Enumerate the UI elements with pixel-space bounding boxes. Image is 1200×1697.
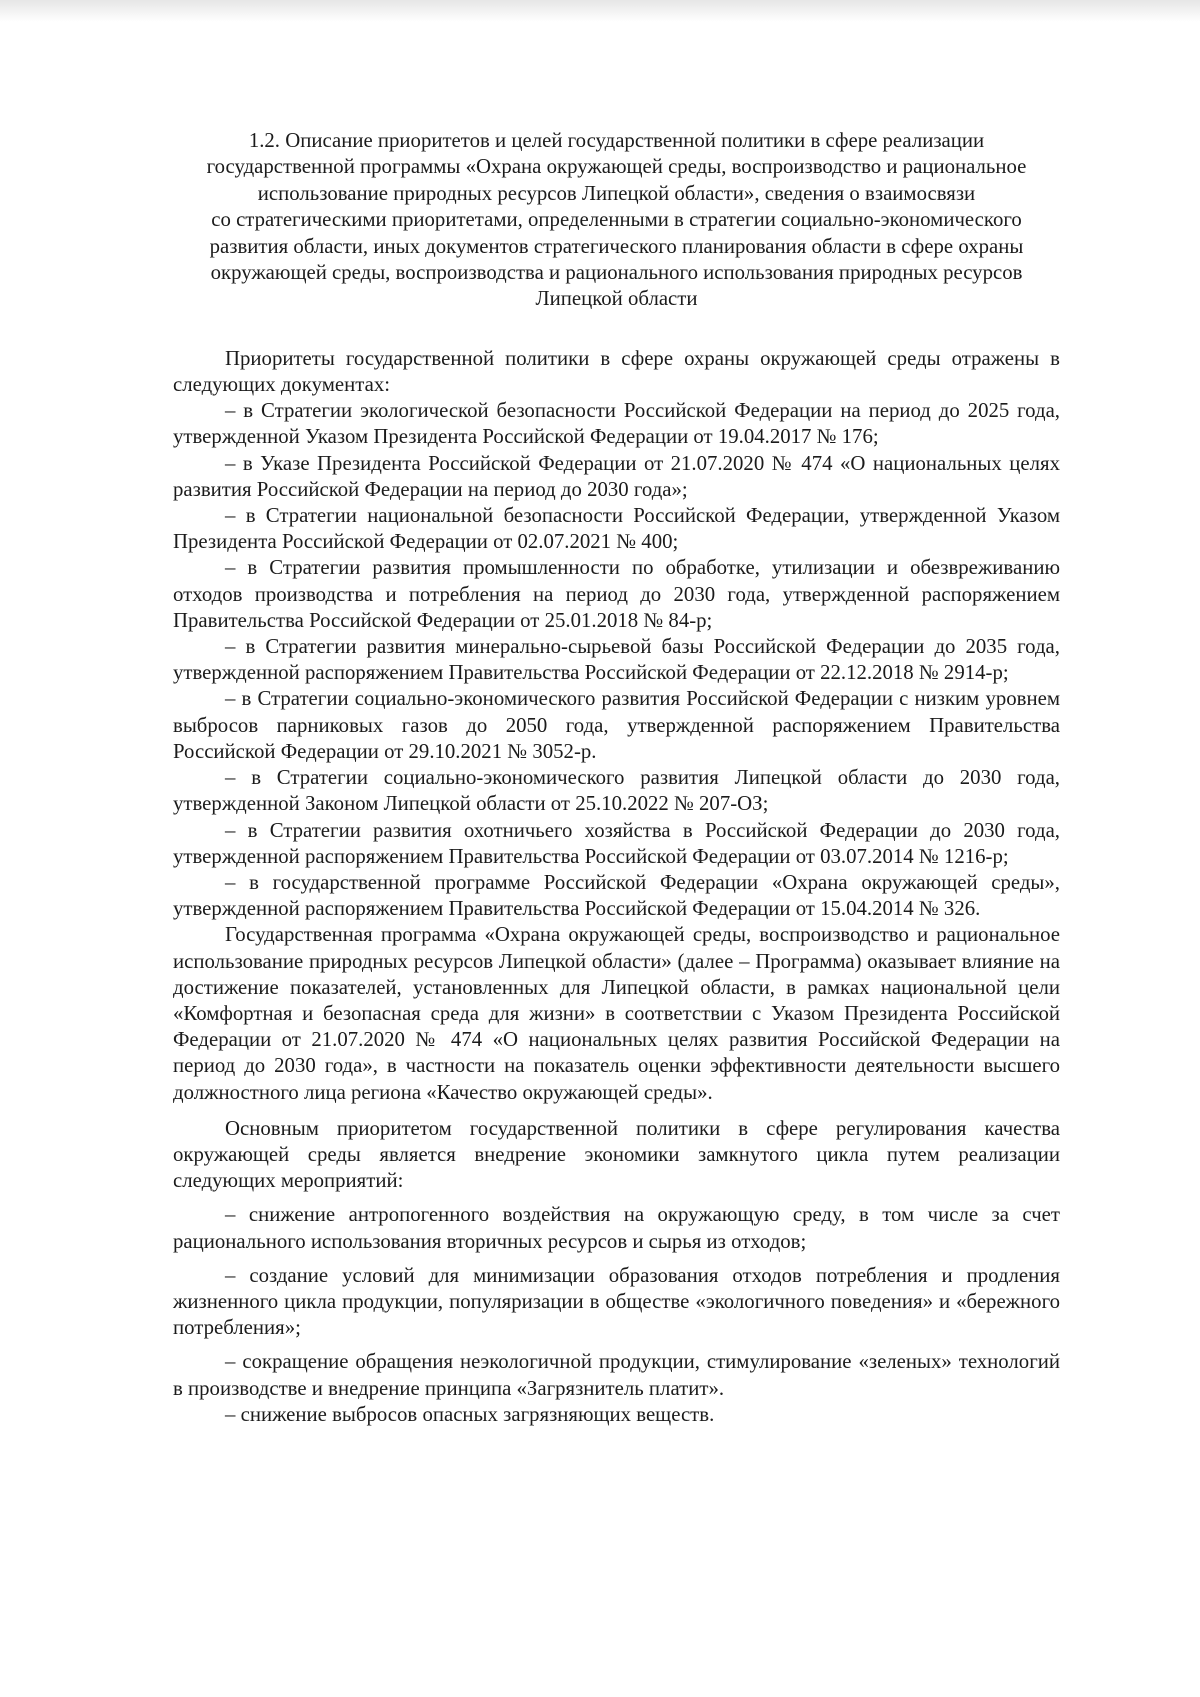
heading-line: Липецкой области (535, 287, 698, 311)
main-priority-paragraph: Основным приоритетом государственной политики в сфере регулирования качества окружающей среды является внедрение экономики замкнутого цикла путем реализации следующих мероприятий: (173, 1116, 1060, 1193)
list-item-low-emission-strategy: – в Стратегии социально-экономического развития Российской Федерации с низким уровнем выбросов парниковых газов до 2050 года, утвержденной распоряжением Правительства Российской Федерации от 29.10.2021 № 3052-р. (173, 687, 1060, 763)
list-item-lipetsk-strategy: – в Стратегии социально-экономического развития Липецкой области до 2030 года, утвержденной Законом Липецкой области от 25.10.2022 № 207-ОЗ; (173, 766, 1060, 816)
list-item-mineral-base-strategy: – в Стратегии развития минерально-сырьевой базы Российской Федерации до 2035 года, утвержденной распоряжением Правительства Российской Федерации от 22.12.2018 № 2914-р; (173, 635, 1060, 685)
intro-paragraph: Приоритеты государственной политики в сфере охраны окружающей среды отражены в следующих документах: (173, 346, 1060, 397)
heading-line: окружающей среды, воспроизводства и рационального использования природных ресурсов (210, 261, 1023, 285)
list-item-waste-industry-strategy: – в Стратегии развития промышленности по обработке, утилизации и обезвреживанию отходов производства и потребления на период до 2030 года, утвержденной распоряжением Правительства Российской Федерации от 25.01.2018 № 84-р; (173, 556, 1060, 632)
list-item-federal-program: – в государственной программе Российской Федерации «Охрана окружающей среды», утвержденной распоряжением Правительства Российской Федерации от 15.04.2014 № 326. (173, 870, 1060, 921)
heading-line: развития области, иных документов стратегического планирования области в сфере охраны (209, 234, 1024, 258)
heading-line: государственной программы «Охрана окружающей среды, воспроизводство и рациональное (206, 155, 1027, 179)
heading-line: использование природных ресурсов Липецкой области», сведения о взаимосвязи (257, 181, 976, 205)
measure-item-minimize-waste: – создание условий для минимизации образования отходов потребления и продления жизненного цикла продукции, популяризации в обществе «экологичного поведения» и «бережного потребления»; (173, 1263, 1060, 1340)
measure-item-reduce-impact: – снижение антропогенного воздействия на окружающую среду, в том числе за счет рационального использования вторичных ресурсов и сырья из отходов; (173, 1203, 1060, 1253)
measure-item-reduce-emissions: – снижение выбросов опасных загрязняющих веществ. (225, 1402, 715, 1426)
list-item-national-security-strategy: – в Стратегии национальной безопасности Российской Федерации, утвержденной Указом Президента Российской Федерации от 02.07.2021 № 400; (173, 504, 1060, 554)
scan-top-edge (0, 0, 1200, 22)
program-impact-paragraph: Государственная программа «Охрана окружающей среды, воспроизводство и рациональное использование природных ресурсов Липецкой области» (далее – Программа) оказывает влияние на достижение показателей, установленных для Липецкой области, в рамках национальной цели «Комфортная и безопасная среда для жизни» в соответствии с Указом Президента Российской Федерации от 21.07.2020 № 474 «О национальных целях развития Российской Федерации на период до 2030 года», в частности на показатель оценки эффективности деятельности высшего должностного лица региона «Качество окружающей среды». (173, 923, 1060, 1104)
document-page (173, 128, 1060, 1428)
measure-item-green-tech: – сокращение обращения неэкологичной продукции, стимулирование «зеленых» технологий в производстве и внедрение принципа «Загрязнитель платит». (173, 1350, 1060, 1400)
list-item-hunting-strategy: – в Стратегии развития охотничьего хозяйства в Российской Федерации до 2030 года, утвержденной распоряжением Правительства Российской Федерации от 03.07.2014 № 1216-р; (173, 818, 1060, 868)
heading-line: 1.2. Описание приоритетов и целей государственной политики в сфере реализации (248, 129, 985, 152)
heading-line: со стратегическими приоритетами, определенными в стратегии социально-экономического (211, 208, 1022, 232)
list-item-strategy-ecological-safety: – в Стратегии экологической безопасности Российской Федерации на период до 2025 года, утвержденной Указом Президента Российской Федерации от 19.04.2017 № 176; (173, 399, 1060, 449)
list-item-decree-474: – в Указе Президента Российской Федерации от 21.07.2020 № 474 «О национальных целях развития Российской Федерации на период до 2030 года»; (173, 451, 1060, 501)
section-heading (173, 128, 1060, 313)
